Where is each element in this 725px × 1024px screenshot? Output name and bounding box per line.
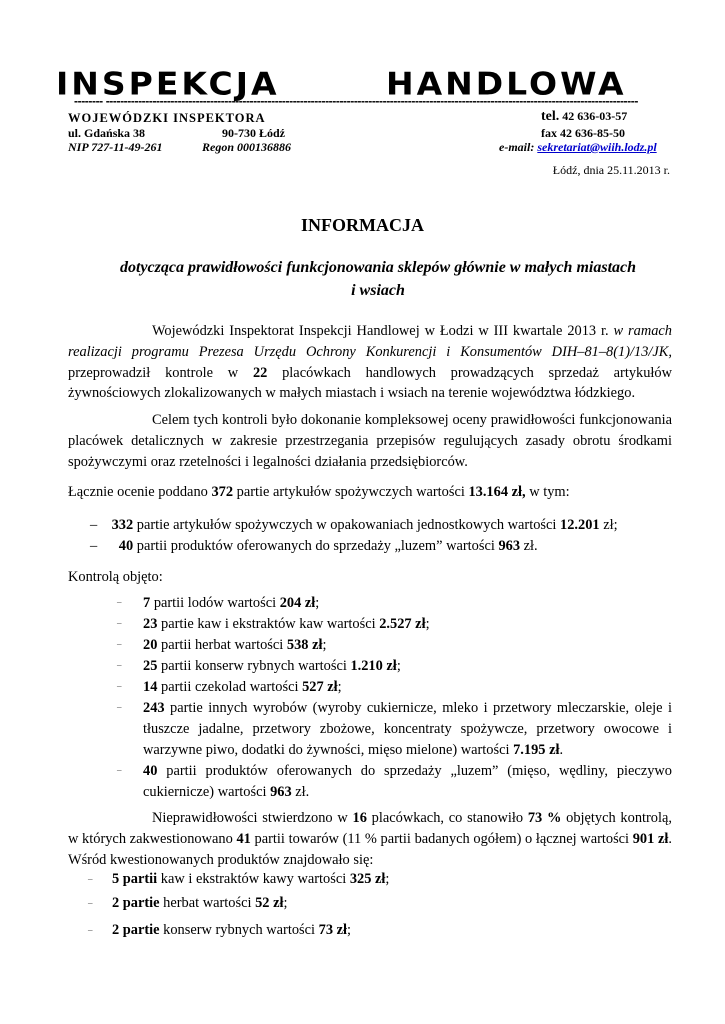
intro-text-2: przeprowadził kontrole w bbox=[68, 364, 239, 381]
item-count: 40 bbox=[118, 538, 134, 554]
item-end: ; bbox=[425, 616, 430, 632]
bullet-marker: – bbox=[117, 618, 122, 628]
item-unit: zł. bbox=[523, 538, 538, 554]
summary-middle: partie artykułów spożywczych wartości bbox=[236, 484, 465, 500]
summary-batches: 372 bbox=[211, 484, 234, 500]
dash-marker: – bbox=[90, 538, 98, 554]
item-value: 52 zł bbox=[255, 895, 284, 911]
tel-label: tel. bbox=[541, 109, 560, 124]
item-value: 1.210 zł bbox=[350, 658, 397, 674]
intro-text-1: Wojewódzki Inspektorat Inspekcji Handlowej w Łodzi w III kwartale 2013 r. bbox=[152, 323, 609, 339]
intro-store-count: 22 bbox=[252, 364, 268, 381]
item-unit: zł; bbox=[603, 517, 618, 533]
item-count: 2 partie bbox=[112, 895, 160, 911]
item-text: partii lodów wartości bbox=[153, 595, 277, 611]
item-text: kaw i ekstraktów kawy wartości bbox=[160, 871, 347, 887]
item-text: konserw rybnych wartości bbox=[159, 922, 319, 938]
purpose-paragraph: Celem tych kontroli było dokonanie kompleksowej oceny prawidłowości funkcjonowania placówek detalicznych w zakresie przestrzegania przepisów regulujących zasady obrotu środkami spożywczymi oraz rzetelności i legalności działania przedsiębiorców. bbox=[68, 412, 672, 470]
page-subtitle bbox=[68, 256, 688, 302]
irreg-percent: 73 % bbox=[527, 810, 562, 826]
item-text: partii produktów oferowanych do sprzedaży „luzem” (mięso, wędliny, pieczywo cukiernicze) wartości bbox=[143, 763, 672, 800]
page-title: INFORMACJA bbox=[301, 215, 424, 235]
email-line bbox=[499, 140, 657, 154]
subtitle-line-1: dotycząca prawidłowości funkcjonowania sklepów głównie w małych miastach bbox=[119, 259, 637, 276]
item-end: ; bbox=[322, 637, 327, 653]
item-count: 20 bbox=[143, 637, 158, 653]
item-value: 963 bbox=[498, 538, 521, 554]
list-item bbox=[143, 761, 672, 803]
intro-paragraph bbox=[68, 321, 672, 404]
item-value: 527 zł bbox=[302, 679, 338, 695]
bullet-marker: – bbox=[88, 874, 93, 884]
irregularities-paragraph bbox=[68, 808, 672, 870]
item-text: partii konserw rybnych wartości bbox=[161, 658, 347, 674]
bullet-marker: – bbox=[88, 925, 93, 935]
list-item bbox=[143, 698, 672, 760]
item-end: zł. bbox=[291, 783, 310, 800]
document-date: Łódź, dnia 25.11.2013 r. bbox=[552, 163, 670, 177]
summary-suffix: w tym: bbox=[529, 484, 570, 500]
item-text: partie innych wyrobów (wyroby cukiernicze, mleko i przetwory mleczarskie, oleje i tłuszcze jadalne, przetwory zbożowe, koncentraty spożywcze, przetwory owocowe i warzywne piwo, dodatki do żywności, mięso mielone) wartości bbox=[143, 700, 672, 758]
item-count: 5 partii bbox=[112, 871, 158, 887]
bullet-marker: – bbox=[117, 765, 122, 775]
item-text: partie kaw i ekstraktów kaw wartości bbox=[161, 616, 376, 632]
logo-word-handlowa: HANDLOWA bbox=[386, 65, 627, 103]
postal-city: 90-730 Łódź bbox=[222, 126, 285, 140]
fax-number: fax 42 636-85-50 bbox=[541, 126, 625, 140]
irreg-stores: 16 bbox=[352, 810, 367, 826]
list-item bbox=[112, 893, 287, 914]
email-label: e-mail: bbox=[499, 140, 535, 154]
tel-number: 42 636-03-57 bbox=[562, 109, 628, 123]
item-count: 332 bbox=[111, 517, 134, 533]
email-link[interactable]: sekretariat@wiih.lodz.pl bbox=[537, 140, 657, 154]
item-end: ; bbox=[385, 871, 390, 887]
intro-text-3: placówkach handlowych prowadzących sprzedaż artykułów żywnościowych zlokalizowanych w małych miastach i wsiach na terenie województwa łódzkiego. bbox=[68, 364, 672, 402]
item-text: herbat wartości bbox=[163, 895, 252, 911]
item-end: ; bbox=[396, 658, 401, 674]
item-end: . bbox=[559, 741, 564, 758]
item-count: 40 bbox=[143, 763, 158, 779]
telephone bbox=[541, 109, 627, 124]
item-value: 2.527 zł bbox=[379, 616, 426, 632]
item-end: ; bbox=[337, 679, 342, 695]
item-text: partii produktów oferowanych do sprzedaży „luzem” wartości bbox=[136, 538, 495, 554]
bullet-marker: – bbox=[117, 702, 122, 712]
item-count: 25 bbox=[143, 658, 158, 674]
item-end: ; bbox=[315, 595, 320, 611]
bullet-marker: – bbox=[117, 681, 122, 691]
street-address: ul. Gdańska 38 bbox=[68, 126, 146, 140]
item-text: partii herbat wartości bbox=[161, 637, 284, 653]
regon-number: Regon 000136886 bbox=[202, 140, 292, 154]
item-text: partii czekolad wartości bbox=[161, 679, 299, 695]
org-name: WOJEWÓDZKI INSPEKTORA bbox=[68, 111, 266, 125]
list-item bbox=[143, 635, 672, 656]
bullet-marker: – bbox=[117, 660, 122, 670]
irreg-text-2: placówkach, co stanowiło bbox=[371, 810, 524, 826]
item-count: 7 bbox=[143, 595, 151, 611]
item-value: 12.201 bbox=[560, 517, 600, 533]
subtitle-line-2: i wsiach bbox=[351, 282, 405, 299]
intro-program-ref: w ramach realizacji programu Prezesa Urzędu Ochrony Konkurencji i Konsumentów DIH–81–8(1)/13/JK, bbox=[68, 323, 672, 360]
dash-marker: – bbox=[90, 517, 98, 533]
list-item bbox=[143, 656, 672, 677]
list-item bbox=[112, 920, 351, 941]
list-item bbox=[90, 515, 618, 536]
item-value: 963 bbox=[270, 783, 292, 800]
irreg-text-3: objętych kontrolą, w których zakwestionowano bbox=[68, 810, 672, 847]
logo-word-inspekcja: INSPEKCJA bbox=[56, 65, 280, 103]
item-value: 73 zł bbox=[318, 922, 347, 938]
item-value: 538 zł bbox=[286, 637, 323, 653]
header-separator: -------- ---------------------------------------------------------------------------------------------------------------------------------------------------- bbox=[74, 94, 638, 108]
item-end: ; bbox=[283, 895, 288, 911]
irreg-text-1: Nieprawidłowości stwierdzono w bbox=[152, 810, 348, 826]
irreg-value: 901 zł bbox=[632, 830, 669, 847]
item-count: 2 partie bbox=[112, 922, 160, 938]
summary-prefix: Łącznie ocenie poddano bbox=[68, 484, 208, 500]
summary-value: 13.164 zł, bbox=[468, 484, 526, 500]
nip-number: NIP 727-11-49-261 bbox=[68, 140, 163, 154]
bullet-marker: – bbox=[117, 597, 122, 607]
item-count: 23 bbox=[143, 616, 158, 632]
irreg-text-4: partii towarów (11 % partii badanych ogółem) o łącznej wartości bbox=[254, 830, 630, 847]
list-item bbox=[90, 536, 538, 557]
controlled-label: Kontrolą objęto: bbox=[68, 569, 163, 585]
item-value: 7.195 zł bbox=[513, 741, 560, 758]
item-count: 14 bbox=[143, 679, 158, 695]
item-value: 325 zł bbox=[349, 871, 386, 887]
item-text: partie artykułów spożywczych w opakowaniach jednostkowych wartości bbox=[136, 517, 557, 533]
bullet-marker: – bbox=[117, 639, 122, 649]
irreg-batches: 41 bbox=[236, 830, 251, 847]
item-end: ; bbox=[347, 922, 351, 938]
summary-paragraph bbox=[68, 482, 672, 503]
item-count: 243 bbox=[143, 700, 165, 716]
irreg-text-5: . Wśród kwestionowanych produktów znajdowało się: bbox=[68, 830, 672, 868]
list-item bbox=[143, 614, 672, 635]
list-item bbox=[112, 869, 389, 890]
item-value: 204 zł bbox=[279, 595, 316, 611]
list-item bbox=[143, 593, 672, 614]
list-item bbox=[143, 677, 672, 698]
bullet-marker: – bbox=[88, 898, 93, 908]
